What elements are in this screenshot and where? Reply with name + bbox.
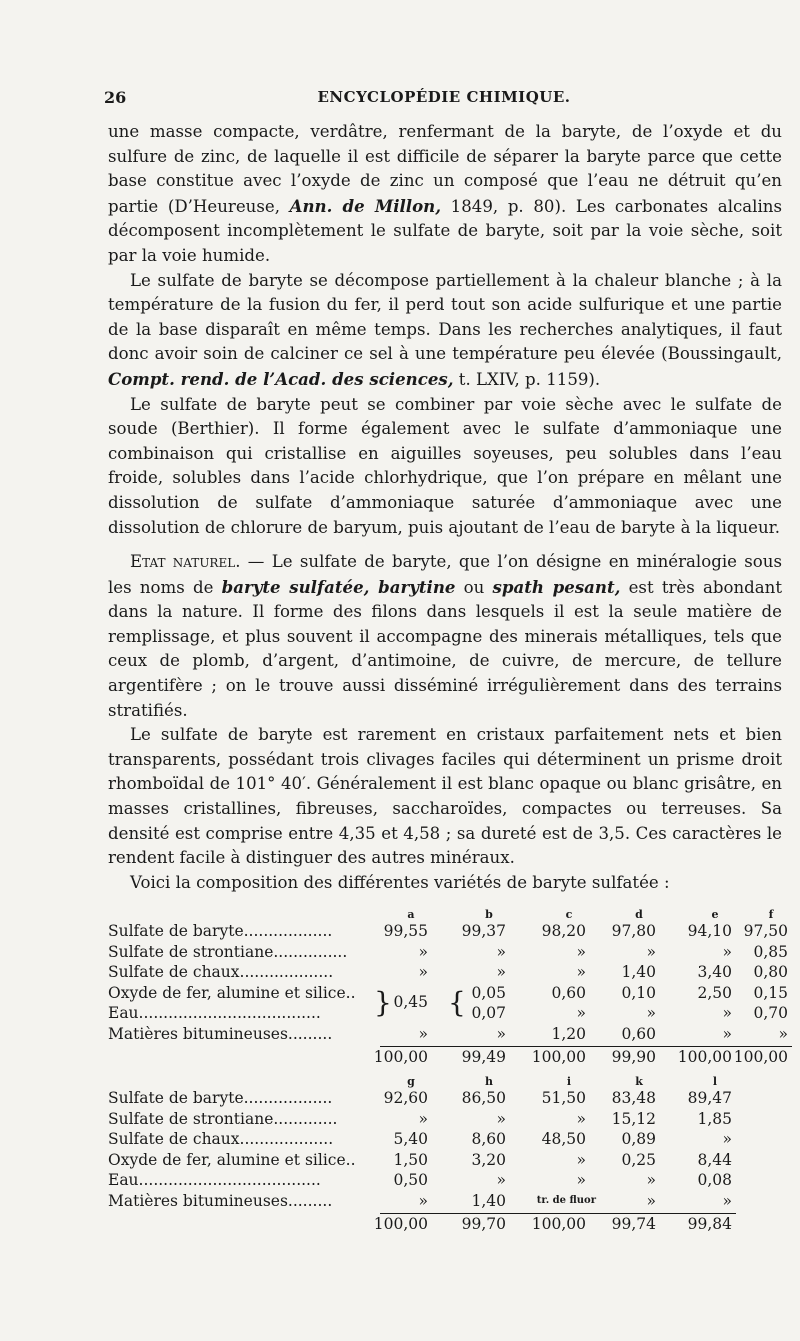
column-header: e: [711, 908, 719, 921]
column-header: a: [407, 908, 415, 921]
table-cell: 92,60: [383, 1089, 428, 1107]
column-header: k: [635, 1075, 643, 1088]
table-row: [108, 962, 788, 983]
row-label: Sulfate de strontiane...............: [108, 942, 348, 961]
table-cell: »: [722, 1191, 732, 1210]
table-cell: »: [418, 1024, 428, 1043]
table-cell: 0,60: [551, 983, 586, 1002]
table-cell: 0,50: [393, 1171, 428, 1189]
italic-citation: baryte sulfatée, barytine: [221, 576, 456, 597]
column-header: d: [635, 908, 643, 921]
total-cell: 100,00: [531, 1048, 586, 1066]
total-cell: 99,90: [611, 1048, 656, 1066]
row-label: Oxyde de fer, alumine et silice..: [108, 983, 356, 1002]
running-title: ENCYCLOPÉDIE CHIMIQUE.: [317, 88, 571, 106]
paragraph: [108, 393, 782, 541]
total-cell: 99,70: [461, 1215, 506, 1233]
table-row: [108, 1088, 788, 1109]
body-text: [108, 120, 782, 895]
total-cell: 99,49: [461, 1048, 506, 1066]
table-cell: »: [496, 1109, 506, 1128]
paragraph: [108, 120, 782, 269]
table-cell: 1,20: [551, 1024, 586, 1043]
table-cell: 97,80: [611, 922, 656, 940]
table-cell: 51,50: [541, 1089, 586, 1107]
table-cell: »: [576, 1171, 586, 1189]
text-run: une masse compacte, verdâtre, renfermant de la baryte, de l’oxyde et du sulfure de zinc, de laquelle il est difficile de séparer la baryte parce que cette base constitue avec l’oxyde de zinc un composé que l’eau ne détruit qu’en partie (D’Heureuse,: [108, 122, 782, 216]
table-cell: 89,47: [687, 1089, 732, 1107]
table-cell: »: [418, 963, 428, 981]
brace-right: {: [448, 985, 466, 1019]
table-cell: »: [722, 1004, 732, 1022]
table-cell: 99,55: [383, 922, 428, 940]
table-row: [108, 1150, 788, 1171]
table-cell: »: [778, 1024, 788, 1043]
table-cell: »: [576, 1109, 586, 1128]
column-header: f: [768, 908, 774, 921]
column-header: g: [407, 1075, 415, 1088]
column-header: h: [485, 1075, 493, 1088]
text-run: t. LXIV, p. 1159).: [453, 369, 601, 389]
table-cell: »: [576, 963, 586, 981]
table-cell: 0,07: [471, 1004, 506, 1022]
text-run: 1849, p. 80). Les carbonates alcalins décomposent incomplètement le sulfate de baryte, soit par la voie sèche, soit par la voie humide.: [108, 196, 783, 265]
section-heading: Etat naturel.: [130, 552, 241, 572]
row-label: Sulfate de chaux...................: [108, 1130, 334, 1148]
text-run: Le sulfate de baryte peut se combiner par voie sèche avec le sulfate de soude (Berthier). Il forme également avec le sulfate d’ammoniaque une combinaison qui cristallise en aiguilles soyeuses, peu solubles dans l’eau froide, solubles dans l’acide chlorhydrique, que l’on prépare en mêlant une dissolution de sulfate d’ammoniaque saturée d’ammoniaque avec une dissolution de chlorure de baryum, puis ajoutant de l’eau de baryte à la liqueur.: [108, 394, 782, 537]
text-run: — Le sulfate de baryte, que l’on désigne en minéralogie sous les noms de: [108, 552, 782, 597]
row-label: Matières bitumineuses.........: [108, 1024, 333, 1043]
table-row: [108, 1129, 788, 1150]
table-cell: »: [576, 942, 586, 961]
italic-citation: Compt. rend. de l’Acad. des sciences,: [108, 368, 454, 389]
row-label: Sulfate de baryte..................: [108, 1089, 333, 1107]
table-cell: 5,40: [393, 1130, 428, 1148]
table-cell: 99,37: [461, 922, 506, 940]
table-cell: »: [646, 1004, 656, 1022]
table-row: [108, 1170, 788, 1191]
table-cell: 8,44: [697, 1150, 732, 1169]
table-cell: 94,10: [687, 922, 732, 940]
row-label: Matières bitumineuses.........: [108, 1191, 333, 1210]
table-cell: »: [496, 942, 506, 961]
row-label: Sulfate de baryte..................: [108, 922, 333, 940]
totals-row: [108, 1214, 788, 1235]
paragraph: [108, 550, 782, 723]
total-cell: 99,74: [611, 1215, 656, 1233]
table-row: [108, 1024, 788, 1045]
table-row: [108, 942, 788, 963]
table-cell: 8,60: [471, 1130, 506, 1148]
table-cell: 1,40: [621, 963, 656, 981]
table-cell: 0,89: [621, 1130, 656, 1148]
text-run: Voici la composition des différentes variétés de baryte sulfatée :: [130, 872, 670, 892]
column-header: i: [566, 1075, 572, 1088]
table-cell: 0,15: [753, 983, 788, 1002]
merged-cell: 0,45: [393, 992, 428, 1011]
table-cell: 98,20: [541, 922, 586, 940]
table-cell: 15,12: [611, 1109, 656, 1128]
table-cell: »: [418, 1109, 428, 1128]
total-cell: 99,84: [687, 1215, 732, 1233]
table-cell: 0,05: [471, 983, 506, 1002]
table-cell: »: [496, 1024, 506, 1043]
page-number: 26: [104, 88, 127, 107]
table-cell: 0,25: [621, 1150, 656, 1169]
table-cell: 0,80: [753, 963, 788, 981]
page-header: [104, 88, 784, 112]
total-cell: 100,00: [373, 1215, 428, 1233]
text-run: ou: [455, 577, 493, 597]
row-label: Eau.....................................: [108, 1004, 321, 1022]
row-label: Sulfate de chaux...................: [108, 963, 334, 981]
table-cell: 0,08: [697, 1171, 732, 1189]
total-cell: 100,00: [677, 1048, 732, 1066]
table-cell: »: [576, 1150, 586, 1169]
table-cell: 0,85: [753, 942, 788, 961]
table-cell: 0,70: [753, 1004, 788, 1022]
text-run: Le sulfate de baryte se décompose partiellement à la chaleur blanche ; à la température de la fusion du fer, il perd tout son acide sulfurique et une partie de la base disparaît en même temps. Dans les recherches analytiques, il faut donc avoir soin de calciner ce sel à une température peu élevée (Boussingault,: [108, 270, 782, 364]
table-cell: »: [722, 1130, 732, 1148]
table-cell: 1,50: [393, 1150, 428, 1169]
table-cell: »: [576, 1004, 586, 1022]
table-cell: 1,40: [471, 1191, 506, 1210]
table-cell: »: [646, 942, 656, 961]
brace-left: }: [374, 985, 392, 1019]
table-cell: »: [722, 1024, 732, 1043]
table-cell: 3,20: [471, 1150, 506, 1169]
column-header: c: [565, 908, 573, 921]
table-cell: 2,50: [697, 983, 732, 1002]
table-cell: »: [496, 963, 506, 981]
table-row: [108, 1191, 788, 1212]
table-cell: 83,48: [611, 1089, 656, 1107]
total-cell: 100,00: [733, 1048, 788, 1066]
total-cell: 100,00: [531, 1215, 586, 1233]
paragraph: [108, 723, 782, 871]
table-row: [108, 921, 788, 942]
table-cell: 0,10: [621, 983, 656, 1002]
table-cell: 86,50: [461, 1089, 506, 1107]
table-cell: »: [646, 1191, 656, 1210]
table-cell: 3,40: [697, 963, 732, 981]
italic-citation: spath pesant,: [492, 576, 621, 597]
total-cell: 100,00: [373, 1048, 428, 1066]
row-label: Eau.....................................: [108, 1171, 321, 1189]
table-cell: 97,50: [743, 922, 788, 940]
row-label: Oxyde de fer, alumine et silice..: [108, 1150, 356, 1169]
table-cell: 0,60: [621, 1024, 656, 1043]
table-row: [108, 1109, 788, 1130]
paragraph: [108, 871, 782, 896]
table-cell: »: [646, 1171, 656, 1189]
text-run: est très abondant dans la nature. Il forme des filons dans lesquels il est la seule matière de remplissage, et plus souvent il accompagne des minerais métalliques, tels que ceux de plomb, d’argent, d’antimoine, de cuivre, de mercure, de tellure argentifère ; on le trouve aussi disséminé irrégulièrement dans des terrains stratifiés.: [108, 577, 783, 720]
column-header: b: [485, 908, 493, 921]
table-cell: tr. de fluor: [536, 1194, 596, 1206]
row-label: Sulfate de strontiane.............: [108, 1109, 338, 1128]
table-cell: »: [722, 942, 732, 961]
column-header: l: [712, 1075, 718, 1088]
table-cell: »: [496, 1171, 506, 1189]
totals-row: [108, 1047, 788, 1068]
table-cell: »: [418, 942, 428, 961]
table-cell: 48,50: [541, 1130, 586, 1148]
italic-citation: Ann. de Millon,: [289, 195, 442, 216]
table-cell: 1,85: [697, 1109, 732, 1128]
text-run: Le sulfate de baryte est rarement en cristaux parfaitement nets et bien transparents, possédant trois clivages faciles qui déterminent un prisme droit rhomboïdal de 101° 40′. Généralement il est blanc opaque ou blanc grisâtre, en masses cristallines, fibreuses, saccharoïdes, compactes ou terreuses. Sa densité est comprise entre 4,35 et 4,58 ; sa dureté est de 3,5. Ces caractères le rendent facile à distinguer des autres minéraux.: [108, 725, 782, 868]
paragraph: [108, 269, 782, 393]
table-cell: »: [418, 1191, 428, 1210]
